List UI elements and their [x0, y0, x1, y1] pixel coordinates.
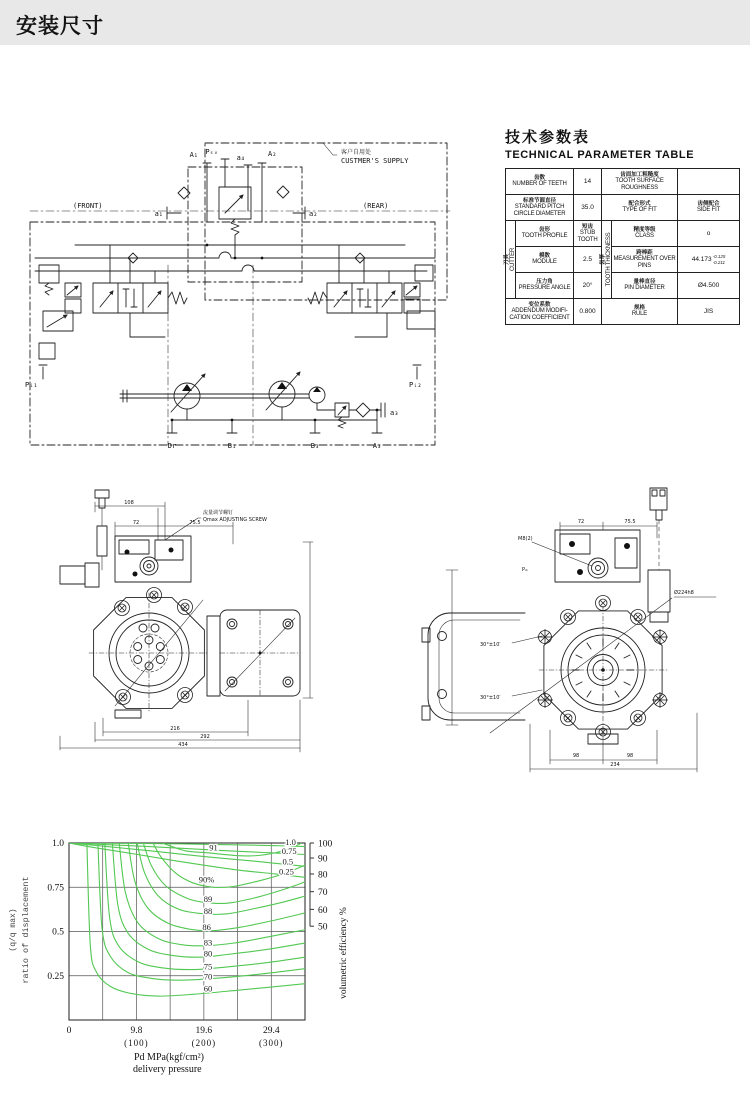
value-pin-diameter: Ø4.500	[678, 273, 740, 299]
svg-text:19.6: 19.6	[195, 1026, 213, 1036]
port-label-Dr: Dr	[167, 442, 177, 450]
dim-234: 234	[610, 762, 620, 768]
svg-text:86: 86	[202, 922, 211, 933]
svg-text:1.0: 1.0	[285, 837, 296, 848]
parameter-table	[505, 168, 740, 325]
dim-72-front: 72	[132, 520, 140, 526]
pi1-port-label: Pᵢ₁	[522, 567, 528, 573]
param-pin-diameter: 量棒直径 PIN DIAMETER	[612, 273, 678, 299]
dim-75-5-rear: 75.5	[624, 519, 636, 525]
dim-216: 216	[170, 726, 180, 732]
param-pressure-angle: 压力角 PRESSURE ANGLE	[516, 273, 574, 299]
customer-supply-label-en: CUSTMER'S SUPPLY	[341, 157, 409, 165]
svg-text:50: 50	[318, 922, 328, 933]
dim-292: 292	[200, 734, 210, 740]
svg-text:9.8: 9.8	[130, 1026, 143, 1036]
technical-parameter-table-block	[505, 126, 749, 325]
dim-98-b: 98	[626, 753, 634, 759]
svg-text:delivery pressure: delivery pressure	[133, 1064, 202, 1075]
value-tooth-profile: 短齿 STUB TOOTH	[574, 221, 602, 247]
svg-text:(300): (300)	[259, 1038, 284, 1048]
dim-108: 108	[124, 500, 134, 506]
dim-434: 434	[178, 742, 188, 748]
angle-label-1: 30°±10′	[480, 642, 501, 648]
port-label-a3: a₃	[390, 409, 399, 417]
adjusting-screw-label-en: Qmax ADJUSTING SCREW	[203, 517, 267, 523]
svg-text:70: 70	[318, 888, 328, 899]
port-label-A3: A₃	[372, 442, 382, 450]
value-module: 2.5	[574, 247, 602, 273]
m8-callout: M8(2)	[518, 536, 533, 542]
svg-text:(100): (100)	[124, 1038, 149, 1048]
pump-drawing-rear-view	[420, 478, 750, 778]
page-title: 安装尺寸	[16, 15, 104, 38]
svg-text:89: 89	[203, 893, 213, 904]
svg-text:60: 60	[203, 983, 213, 994]
dim-72-rear: 72	[577, 519, 585, 525]
port-label-a4: a₄	[236, 154, 245, 162]
hydraulic-circuit-diagram	[15, 115, 465, 465]
param-type-of-fit: 配合形式 TYPE OF FIT	[602, 195, 678, 221]
value-type-of-fit: 齿侧配合 SIDE FIT	[678, 195, 740, 221]
svg-text:90: 90	[318, 854, 328, 865]
param-module: 模数 MODULE	[516, 247, 574, 273]
svg-text:70: 70	[203, 971, 213, 982]
svg-text:0.25: 0.25	[47, 971, 64, 982]
param-class: 精度等级 CLASS	[612, 221, 678, 247]
value-class: o	[678, 221, 740, 247]
svg-text:80: 80	[318, 870, 328, 881]
port-label-a1: a₁	[154, 210, 163, 218]
port-label-Pi1: Pᵢ₁	[25, 381, 38, 389]
svg-text:(200): (200)	[191, 1038, 217, 1048]
dim-98-a: 98	[572, 753, 580, 759]
dia-224-label: Ø224h8	[674, 590, 694, 596]
svg-text:0: 0	[66, 1026, 72, 1036]
port-label-Pi2: Pᵢ₂	[409, 381, 422, 389]
svg-text:80: 80	[203, 948, 213, 959]
customer-supply-label-cn: 客户自用处	[341, 149, 372, 156]
param-number-of-teeth: 齿数 NUMBER OF TEETH	[506, 169, 574, 195]
group-tooth-thickness: 齿厚 TOOTH THICKNESS	[602, 221, 612, 299]
angle-label-2: 30°±10′	[480, 695, 501, 701]
port-label-a2: a₂	[309, 210, 318, 218]
page-header	[0, 0, 750, 45]
svg-text:Pd MPa(kgf/cm²): Pd MPa(kgf/cm²)	[134, 1052, 204, 1063]
param-tooth-profile: 齿形 TOOTH PROFILE	[516, 221, 574, 247]
circuit-lines	[30, 143, 450, 445]
value-measurement-over-pins: 44.173 -0.125 -0.211	[678, 247, 740, 273]
table-title-en: TECHNICAL PARAMETER TABLE	[505, 149, 695, 161]
rear-label: (REAR)	[363, 202, 389, 210]
value-pressure-angle: 20°	[574, 273, 602, 299]
svg-text:88: 88	[203, 906, 213, 917]
svg-text:0.25: 0.25	[278, 866, 294, 877]
port-label-Psv: Pₛᵥ	[205, 148, 218, 156]
svg-text:0.5: 0.5	[52, 927, 64, 938]
svg-text:100: 100	[318, 839, 333, 850]
svg-text:volumetric efficiency %: volumetric efficiency %	[339, 907, 349, 999]
efficiency-chart	[0, 820, 370, 1097]
pump-drawing-front-view	[55, 478, 375, 778]
front-label: (FRONT)	[73, 202, 103, 210]
port-label-A1: A₁	[189, 151, 198, 159]
group-cutter: 刀具 CUTTER	[506, 221, 516, 299]
table-title-cn: 技术参数表	[505, 129, 591, 146]
dim-75-5-front: 75.5	[189, 520, 201, 526]
svg-text:1.0: 1.0	[52, 839, 64, 850]
svg-text:29.4: 29.4	[262, 1026, 280, 1036]
svg-text:90%: 90%	[198, 874, 215, 885]
param-standard-pitch-circle-diameter: 标准节圆直径 STANDARD PITCH CIRCLE DIAMETER	[506, 195, 574, 221]
svg-text:0.75: 0.75	[281, 845, 297, 856]
param-rule: 规格 RULE	[602, 299, 678, 325]
svg-text:83: 83	[203, 937, 213, 948]
svg-text:91: 91	[209, 842, 218, 853]
svg-text:(q/q max): (q/q max)	[9, 908, 18, 952]
value-number-of-teeth: 14	[574, 169, 602, 195]
rear-view-geometry	[422, 488, 716, 772]
value-tooth-surface-roughness	[678, 169, 740, 195]
svg-text:0.5: 0.5	[282, 856, 294, 867]
svg-text:60: 60	[318, 905, 328, 916]
adjusting-screw-label-cn: 流量调节螺钉	[203, 510, 234, 516]
front-view-geometry	[60, 490, 313, 752]
svg-text:0.75: 0.75	[47, 883, 64, 894]
port-label-A2: A₂	[268, 150, 277, 158]
svg-text:75: 75	[203, 961, 213, 972]
port-label-B1: B₁	[227, 442, 237, 450]
value-standard-pitch-circle-diameter: 35.0	[574, 195, 602, 221]
param-addendum-modification-coefficient: 变位系数 ADDENDUM MODIFI-CATION COEFFICIENT	[506, 299, 574, 325]
svg-text:ratio of displacement: ratio of displacement	[21, 876, 31, 984]
value-rule: JIS	[678, 299, 740, 325]
param-measurement-over-pins: 跨棒距 MEASUREMENT OVER PINS	[612, 247, 678, 273]
value-addendum-modification-coefficient: 0.800	[574, 299, 602, 325]
param-tooth-surface-roughness: 齿面加工粗糙度 TOOTH SURFACE ROUGHNESS	[602, 169, 678, 195]
port-label-B3: B₃	[310, 442, 320, 450]
